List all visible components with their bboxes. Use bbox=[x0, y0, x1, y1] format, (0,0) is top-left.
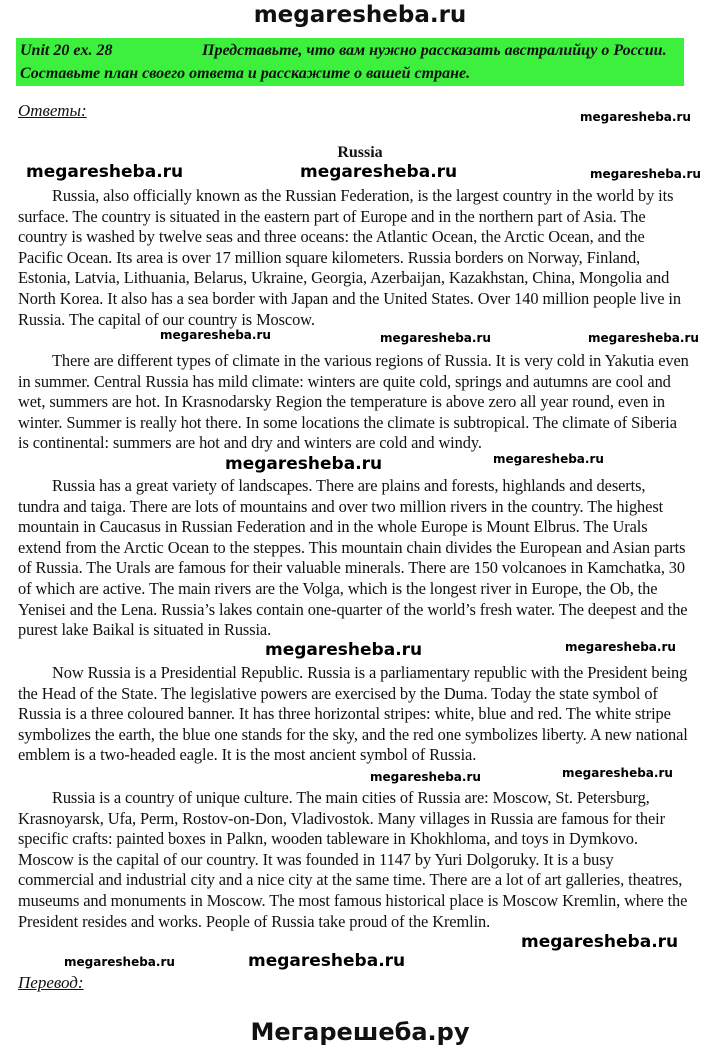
paragraph-landscapes: Russia has a great variety of landscapes. There are plains and forests, highlands and deserts, tundra and taiga. There are lots of mountains and over two million rivers in the country. The highest mountain in Caucasus in Russian Federation and in the whole Europe is Mount Elbrus. The Urals extend from the Arctic Ocean to the steppes. This mountain chain divides the European and Asian parts of Russia. The Urals are famous for their valuable minerals. There are 150 volcanoes in Kamchatka, 30 of which are active. The main rivers are the Volga, which is the longest river in Europe, the Ob, the Yenisei and the Lena. Russia’s lakes contain one-quarter of the world’s fresh water. The deepest and the purest lake Baikal is situated in Russia. bbox=[18, 476, 688, 640]
task-label: Unit 20 ex. 28 bbox=[20, 42, 113, 59]
task-text: Представьте, что вам нужно рассказать австралийцу о России. Составьте план своего ответа и расскажите о вашей стране. bbox=[20, 42, 667, 82]
paragraph-geography: Russia, also officially known as the Russian Federation, is the largest country in the world by its surface. The country is situated in the eastern part of Europe and in the northern part of Asia. The country is washed by twelve seas and three oceans: the Atlantic Ocean, the Arctic Ocean, and the Pacific Ocean. Its area is over 17 million square kilometers. Russia borders on Norway, Finland, Estonia, Latvia, Lithuania, Belarus, Ukraine, Georgia, Azerbaijan, Kazakhstan, China, Mongolia and North Korea. It also has a sea border with Japan and the United States. Over 140 million people live in Russia. The capital of our country is Moscow. bbox=[18, 186, 681, 329]
watermark: megaresheba.ru bbox=[562, 766, 673, 780]
watermark: megaresheba.ru bbox=[300, 162, 458, 182]
watermark: megaresheba.ru bbox=[265, 640, 423, 660]
watermark: megaresheba.ru bbox=[580, 110, 691, 124]
watermark: megaresheba.ru bbox=[225, 454, 383, 474]
watermark: megaresheba.ru bbox=[160, 328, 271, 342]
site-title: megaresheba.ru bbox=[253, 2, 467, 28]
paragraph-government: Now Russia is a Presidential Republic. Russia is a parliamentary republic with the President being the Head of the State. The legislative powers are exercised by the Duma. Today the state symbol of Russia is a three coloured banner. It has three horizontal stripes: white, blue and red. The white stripe symbolizes the earth, the blue one stands for the sky, and the red one symbolizes liberty. A new national emblem is a two-headed eagle. It is the most ancient symbol of Russia. bbox=[18, 663, 688, 765]
paragraph-climate: There are different types of climate in the various regions of Russia. It is very cold in Yakutia even in summer. Central Russia has mild climate: winters are quite cold, springs and autumns are cool and wet, summers are hot. In Krasnodarsky Region the temperature is above zero all year round, even in winter. Summer is really hot there. In some locations the climate is subtropical. The climate of Siberia is continental: summers are hot and dry and winters are cold and windy. bbox=[18, 351, 689, 453]
watermark: megaresheba.ru bbox=[493, 452, 604, 466]
essay-heading: Russia bbox=[337, 144, 383, 161]
watermark: megaresheba.ru bbox=[370, 770, 481, 784]
translation-label: Перевод: bbox=[18, 973, 84, 992]
watermark: megaresheba.ru bbox=[588, 331, 699, 345]
watermark: megaresheba.ru bbox=[248, 951, 406, 971]
answers-label: Ответы: bbox=[18, 101, 87, 120]
watermark: megaresheba.ru bbox=[380, 331, 491, 345]
footer-brand: Мегарешеба.ру bbox=[250, 1018, 470, 1046]
task-banner bbox=[16, 38, 684, 86]
watermark: megaresheba.ru bbox=[64, 955, 175, 969]
watermark: megaresheba.ru bbox=[590, 167, 701, 181]
watermark: megaresheba.ru bbox=[521, 932, 679, 952]
watermark: megaresheba.ru bbox=[26, 162, 184, 182]
watermark: megaresheba.ru bbox=[565, 640, 676, 654]
paragraph-culture: Russia is a country of unique culture. The main cities of Russia are: Moscow, St. Petersburg, Krasnoyarsk, Ufa, Perm, Rostov-on-Don, Vladivostok. Many villages in Russia are famous for their specific crafts: painted boxes in Palkn, wooden tableware in Khokhloma, and toys in Dymkovo. Moscow is the capital of our country. It was founded in 1147 by Yuri Dolgoruky. It is a busy commercial and industrial city and a nice city at the same time. There are a lot of art galleries, theatres, museums and monuments in Moscow. The most famous historical place is Moscow Kremlin, where the President resides and works. People of Russia take proud of the Kremlin. bbox=[18, 788, 688, 931]
